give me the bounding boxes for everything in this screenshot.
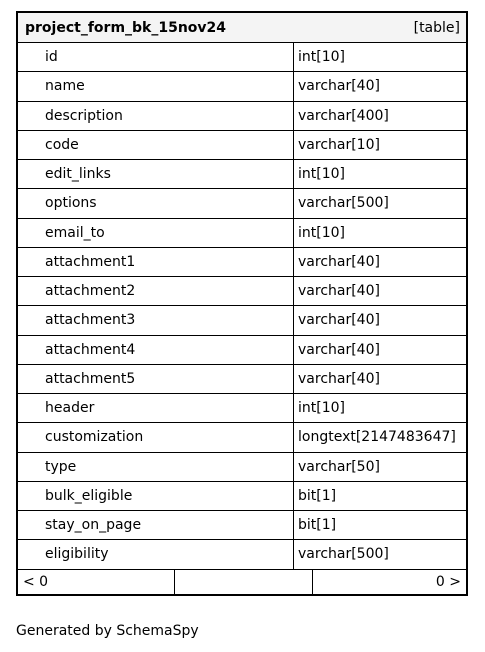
column-name: edit_links [18, 160, 294, 188]
column-row [18, 72, 466, 101]
column-name: code [18, 131, 294, 159]
column-type: varchar[500] [298, 195, 389, 212]
column-row [18, 277, 466, 306]
column-name: bulk_eligible [18, 482, 294, 510]
column-type: varchar[40] [298, 253, 380, 270]
column-row [18, 43, 466, 72]
column-row [18, 511, 466, 540]
column-type: bit[1] [298, 487, 337, 504]
schema-table [16, 11, 468, 596]
column-row [18, 189, 466, 218]
column-type: varchar[50] [298, 458, 380, 475]
column-name: type [18, 453, 294, 481]
column-row [18, 102, 466, 131]
parents-count: < 0 [18, 570, 175, 594]
table-footer [18, 570, 466, 594]
column-row [18, 131, 466, 160]
column-list [18, 43, 466, 570]
column-name: attachment5 [18, 365, 294, 393]
column-row [18, 219, 466, 248]
column-type: varchar[40] [298, 370, 380, 387]
column-type: varchar[40] [298, 341, 380, 358]
column-name: options [18, 189, 294, 217]
column-name: eligibility [18, 540, 294, 568]
column-type: int[10] [298, 224, 345, 241]
column-name: header [18, 394, 294, 422]
column-name: name [18, 72, 294, 100]
column-name: description [18, 102, 294, 130]
column-type: varchar[40] [298, 78, 380, 95]
column-row [18, 365, 466, 394]
column-name: attachment2 [18, 277, 294, 305]
column-type: int[10] [298, 49, 345, 66]
column-type: varchar[10] [298, 136, 380, 153]
footer-middle [175, 570, 313, 594]
column-type: varchar[500] [298, 546, 389, 563]
column-name: attachment4 [18, 336, 294, 364]
column-row [18, 336, 466, 365]
column-type: int[10] [298, 400, 345, 417]
column-row [18, 423, 466, 452]
table-header [18, 13, 466, 43]
generated-by-text: Generated by SchemaSpy [16, 623, 199, 639]
children-count: 0 > [435, 573, 461, 590]
column-type: bit[1] [298, 517, 337, 534]
column-name: customization [18, 423, 294, 451]
table-kind-label: [table] [413, 19, 460, 36]
column-type: varchar[40] [298, 283, 380, 300]
column-row [18, 248, 466, 277]
table-name: project_form_bk_15nov24 [25, 19, 227, 36]
column-row [18, 394, 466, 423]
column-row [18, 306, 466, 335]
column-row [18, 482, 466, 511]
column-name: email_to [18, 219, 294, 247]
column-type: longtext[2147483647] [298, 429, 456, 446]
column-row [18, 540, 466, 569]
column-type: varchar[40] [298, 312, 380, 329]
column-name: id [18, 43, 294, 71]
column-name: stay_on_page [18, 511, 294, 539]
column-type: varchar[400] [298, 107, 389, 124]
column-row [18, 453, 466, 482]
column-row [18, 160, 466, 189]
column-type: int[10] [298, 166, 345, 183]
column-name: attachment3 [18, 306, 294, 334]
column-name: attachment1 [18, 248, 294, 276]
